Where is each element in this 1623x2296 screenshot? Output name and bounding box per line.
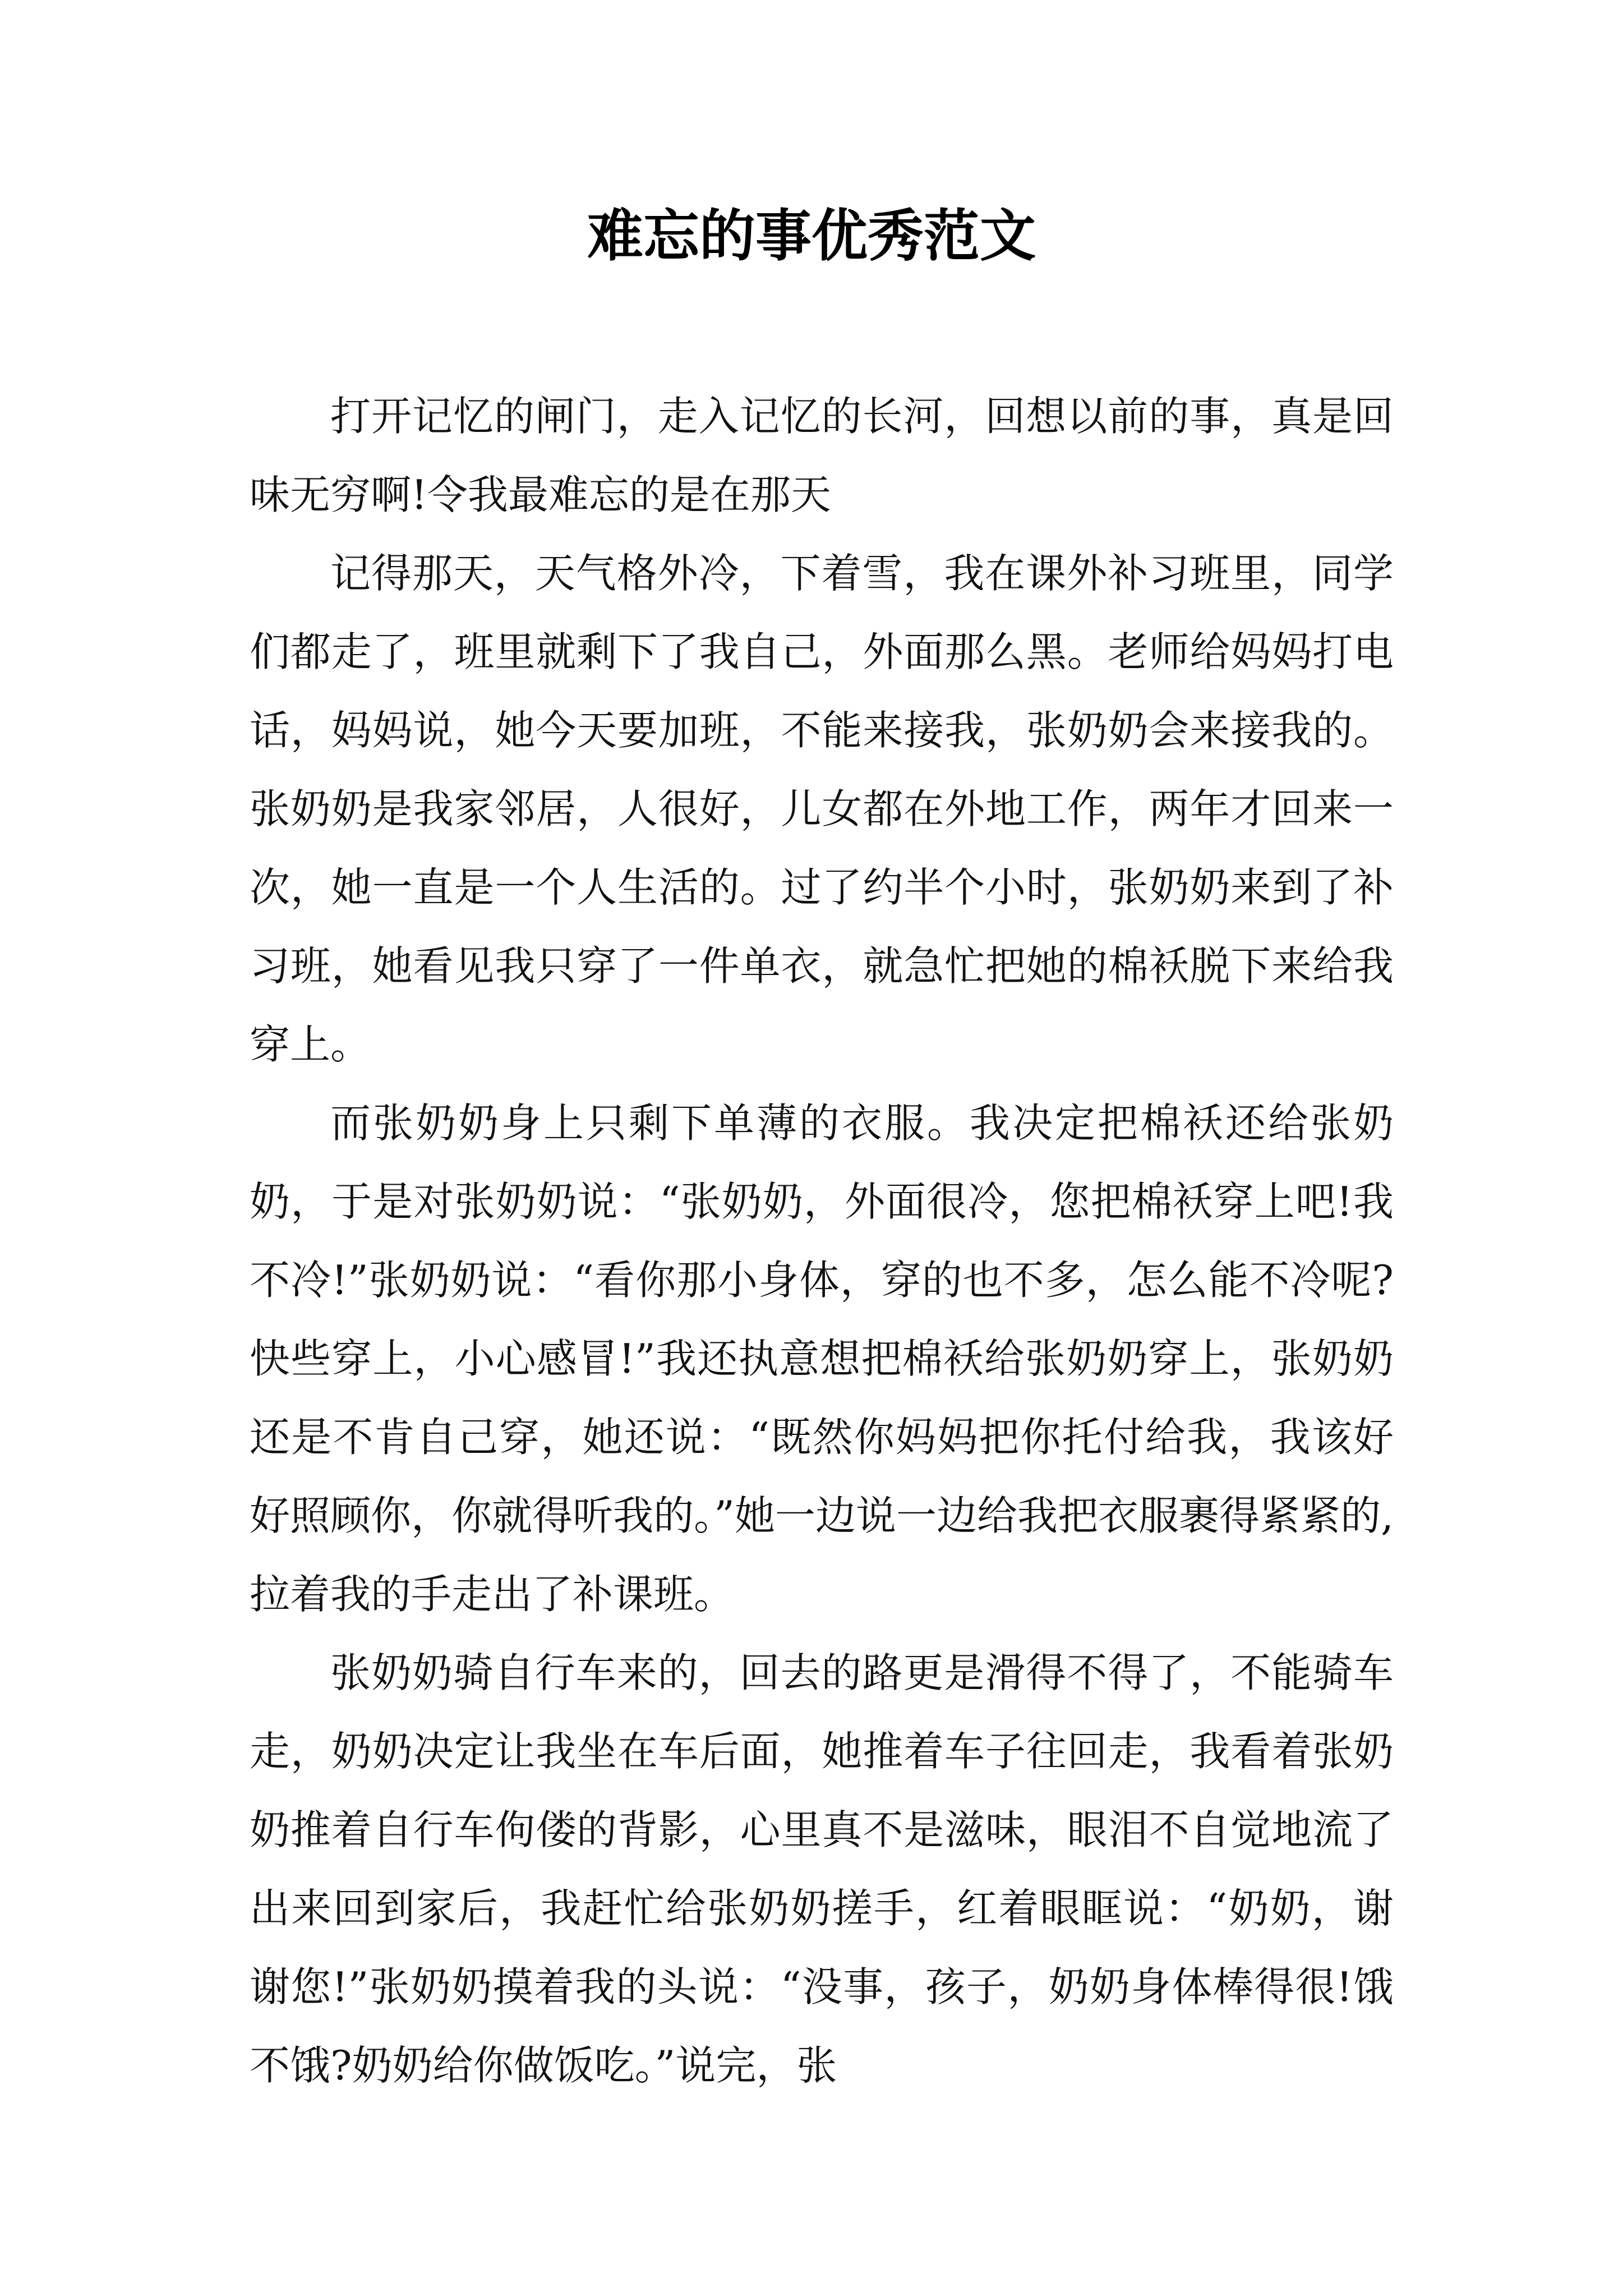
paragraph-1: 打开记忆的闸门，走入记忆的长河，回想以前的事，真是回味无穷啊!令我最难忘的是在那天	[250, 393, 1394, 518]
paragraph-4: 张奶奶骑自行车来的，回去的路更是滑得不得了，不能骑车走，奶奶决定让我坐在车后面，她推着车子往回走，我看着张奶奶推着自行车佝偻的背影，心里真不是滋味，眼泪不自觉地流了出来回到家后，我赶忙给张奶奶搓手，红着眼眶说：“奶奶，谢谢您!”张奶奶摸着我的头说：“没事，孩子，奶奶身体棒得很!饿不饿?奶奶给你做饭吃。”说完，张	[250, 1649, 1394, 2089]
paragraph-2: 记得那天，天气格外冷，下着雪，我在课外补习班里，同学们都走了，班里就剩下了我自己，外面那么黑。老师给妈妈打电话，妈妈说，她今天要加班，不能来接我，张奶奶会来接我的。张奶奶是我家邻居，人很好，儿女都在外地工作，两年才回来一次，她一直是一个人生活的。过了约半个小时，张奶奶来到了补习班，她看见我只穿了一件单衣，就急忙把她的棉袄脱下来给我穿上。	[250, 550, 1394, 1068]
paragraph-3: 而张奶奶身上只剩下单薄的衣服。我决定把棉袄还给张奶奶，于是对张奶奶说：“张奶奶，外面很冷，您把棉袄穿上吧!我不冷!”张奶奶说：“看你那小身体，穿的也不多，怎么能不冷呢?快些穿上，小心感冒!”我还执意想把棉袄给张奶奶穿上，张奶奶还是不肯自己穿，她还说：“既然你妈妈把你托付给我，我该好好照顾你，你就得听我的。”她一边说一边给我把衣服裹得紧紧的,拉着我的手走出了补课班。	[250, 1099, 1394, 1618]
document-body	[250, 377, 1394, 2105]
document-title: 难忘的事优秀范文	[587, 203, 1036, 269]
